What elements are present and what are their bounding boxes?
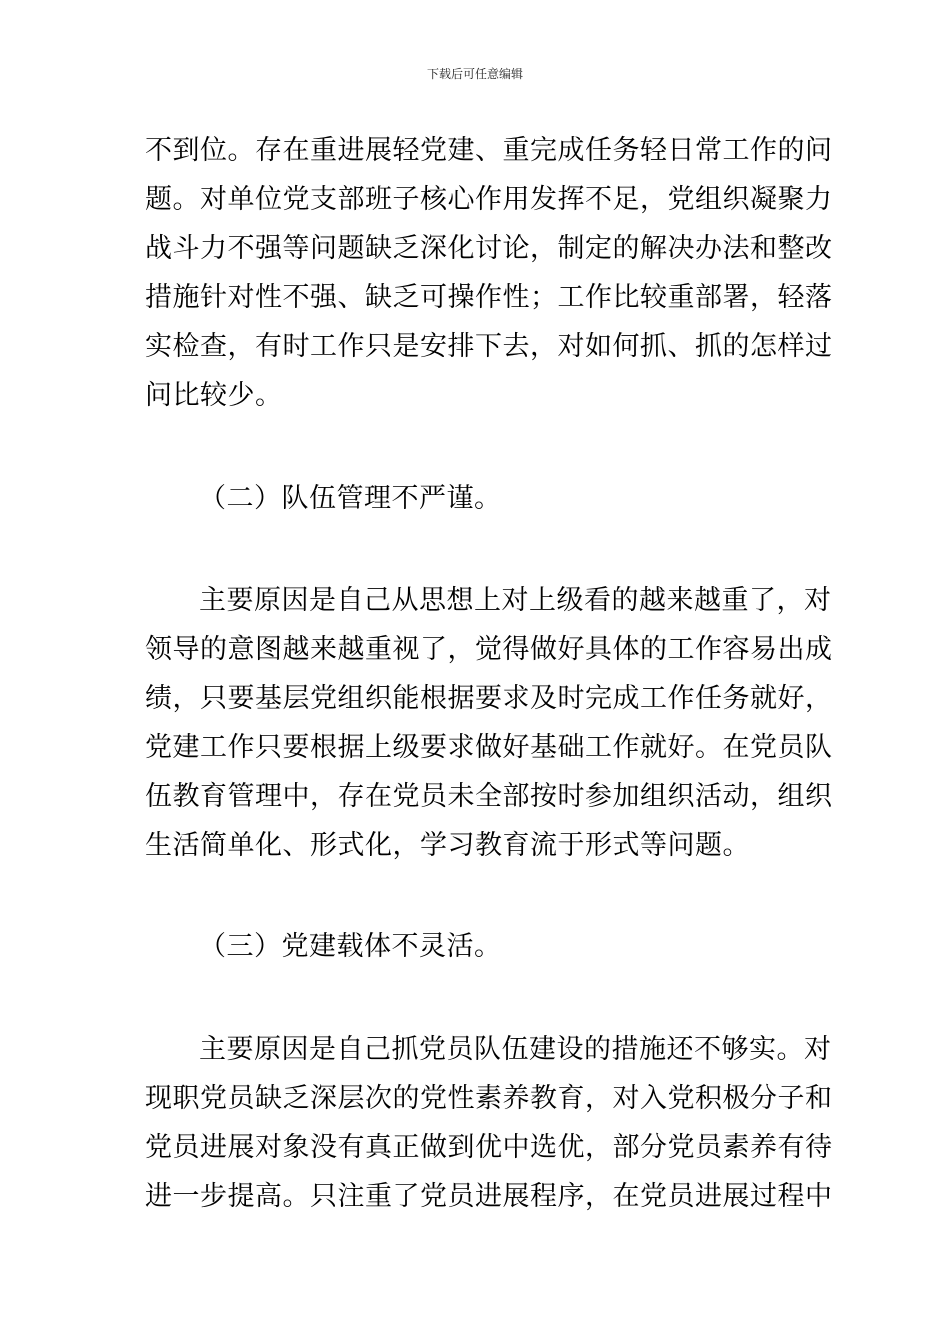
paragraph-line: 生活简单化、形式化，学习教育流于形式等问题。 [145,830,750,861]
paragraph-line: 问比较少。 [145,380,283,411]
page-header: 下载后可任意编辑 [426,67,523,81]
paragraph-line: 主要原因是自己从思想上对上级看的越来越重了，对 [199,585,832,616]
paragraph-line: 党员进展对象没有真正做到优中选优，部分党员素养有待 [145,1132,833,1163]
paragraph-line: 现职党员缺乏深层次的党性素养教育，对入党积极分子和 [145,1083,833,1114]
paragraph-line: 党建工作只要根据上级要求做好基础工作就好。在党员队 [145,732,833,763]
paragraph-line: 绩，只要基层党组织能根据要求及时完成工作任务就好， [145,683,833,714]
paragraph-line: 进一步提高。只注重了党员进展程序，在党员进展过程中 [145,1181,833,1212]
paragraph-line: 伍教育管理中，存在党员未全部按时参加组织活动，组织 [145,781,833,812]
paragraph-line: 主要原因是自己抓党员队伍建设的措施还不够实。对 [199,1034,832,1065]
paragraph-line: 措施针对性不强、缺乏可操作性；工作比较重部署，轻落 [145,282,833,313]
paragraph-line: 题。对单位党支部班子核心作用发挥不足，党组织凝聚力 [145,184,833,215]
paragraph-line: 不到位。存在重进展轻党建、重完成任务轻日常工作的问 [145,135,833,166]
paragraph-2 [145,576,833,870]
paragraph-line: 领导的意图越来越重视了，觉得做好具体的工作容易出成 [145,634,833,665]
section-heading-3: （三）党建载体不灵活。 [199,931,502,962]
paragraph-1 [145,126,833,420]
paragraph-line: 实检查，有时工作只是安排下去，对如何抓、抓的怎样过 [145,331,833,362]
paragraph-line: 战斗力不强等问题缺乏深化讨论，制定的解决办法和整改 [145,233,833,264]
paragraph-3 [145,1025,833,1221]
section-heading-2: （二）队伍管理不严谨。 [199,483,502,514]
